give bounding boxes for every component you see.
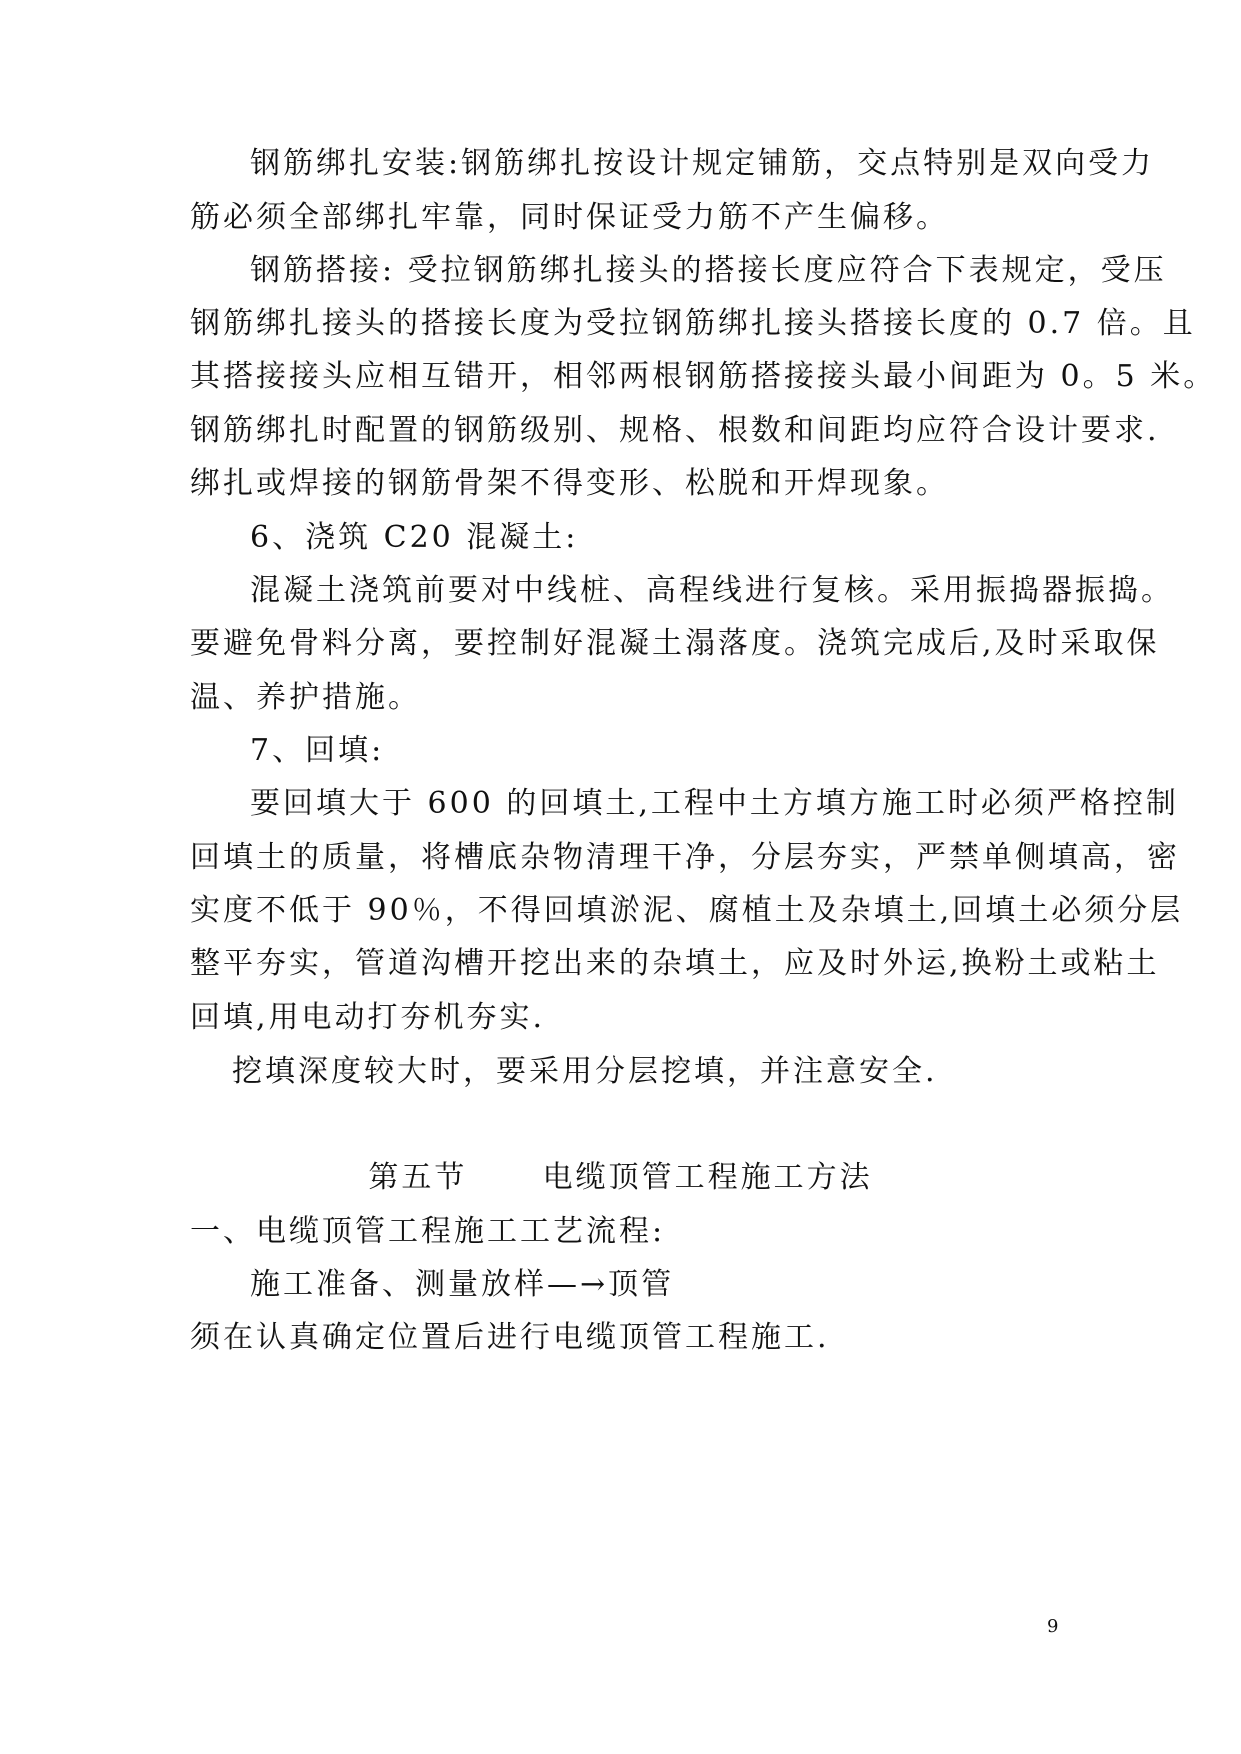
paragraph-line: 其搭接接头应相互错开，相邻两根钢筋搭接接头最小间距为 0。5 米。 <box>190 359 1217 394</box>
paragraph-line: 温、养护措施。 <box>190 680 421 715</box>
paragraph-line: 钢筋绑扎接头的搭接长度为受拉钢筋绑扎接头搭接长度的 0.7 倍。且 <box>190 306 1196 341</box>
paragraph-line: 要避免骨料分离，要控制好混凝土溻落度。浇筑完成后,及时采取保 <box>190 626 1160 661</box>
list-item-heading: 7、回填: <box>250 733 385 768</box>
paragraph-line: 钢筋绑扎安装:钢筋绑扎按设计规定铺筋，交点特别是双向受力 <box>250 146 1155 181</box>
paragraph-line: 混凝土浇筑前要对中线桩、高程线进行复核。采用振捣器振捣。 <box>250 573 1174 608</box>
paragraph-line: 挖填深度较大时，要采用分层挖填，并注意安全. <box>232 1054 938 1089</box>
paragraph-line: 整平夯实，管道沟槽开挖出来的杂填土，应及时外运,换粉土或粘土 <box>190 946 1160 981</box>
paragraph-line: 绑扎或焊接的钢筋骨架不得变形、松脱和开焊现象。 <box>190 466 949 501</box>
paragraph-line: 实度不低于 90％，不得回填淤泥、腐植土及杂填土,回填土必须分层 <box>190 893 1184 928</box>
page-number: 9 <box>1047 1616 1059 1637</box>
paragraph-line: 钢筋绑扎时配置的钢筋级别、规格、根数和间距均应符合设计要求. <box>190 413 1160 448</box>
subsection-title: 一、电缆顶管工程施工工艺流程: <box>190 1214 666 1249</box>
paragraph-line: 钢筋搭接: 受拉钢筋绑扎接头的搭接长度应符合下表规定，受压 <box>250 253 1167 288</box>
paragraph-line: 回填土的质量，将槽底杂物清理干净，分层夯实，严禁单侧填高，密 <box>190 840 1180 875</box>
paragraph-line: 须在认真确定位置后进行电缆顶管工程施工. <box>190 1320 830 1355</box>
section-heading: 第五节 电缆顶管工程施工方法 <box>368 1160 873 1195</box>
paragraph-line: 回填,用电动打夯机夯实. <box>190 1000 546 1035</box>
list-item-heading: 6、浇筑 C20 混凝土: <box>250 520 579 555</box>
process-flow: 施工准备、测量放样—→顶管 <box>250 1267 675 1302</box>
paragraph-line: 筋必须全部绑扎牢靠，同时保证受力筋不产生偏移。 <box>190 200 949 235</box>
paragraph-line: 要回填大于 600 的回填土,工程中土方填方施工时必须严格控制 <box>250 786 1179 821</box>
